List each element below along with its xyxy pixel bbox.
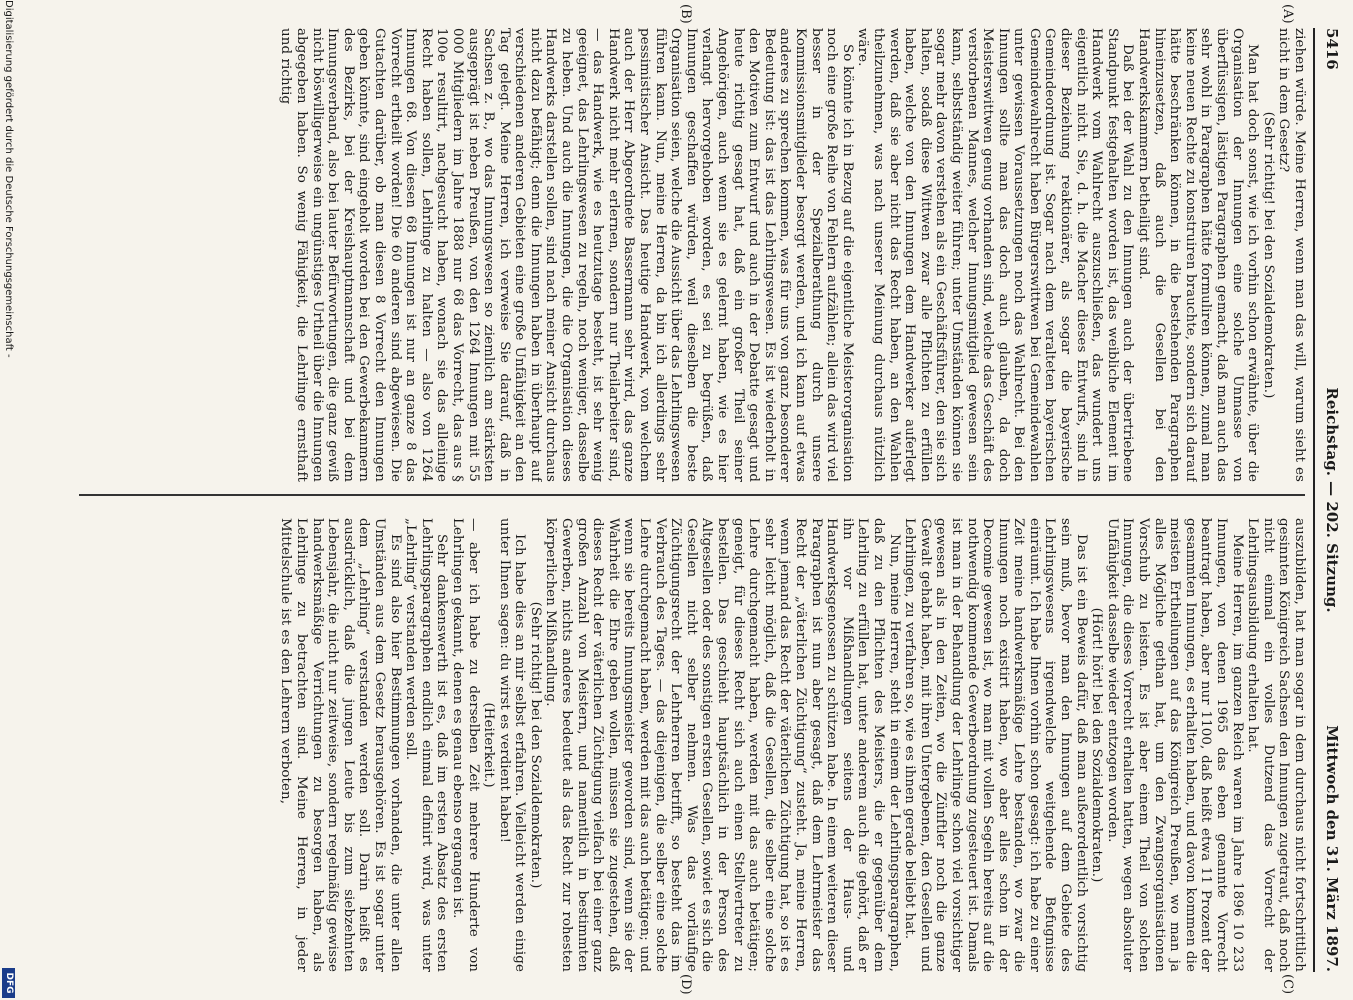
- funding-note: Digitalisierung gefördert durch die Deutsche Forschungsgemeinschaft -: [3, 0, 14, 358]
- paragraph: Meine Herren, im ganzen Reich waren im Jahre 1896 10 233 Innungen, von denen 1965 das eben genannte Vorrecht beantragt haben, aber nur 1100, daß heißt etwa 11 Prozent der gesammten Innungen, es erhalten haben, und davon kommen die meisten Ertheilungen auf das Königreich Preußen, wo man ja alles Mögliche gethan hat, um den Zwangsorganisationen Vorschub zu leisten. Es ist aber einem Theil von solchen Innungen, die dieses Vorrecht erhalten hatten, wegen absoluter Unfähigkeit dasselbe wieder entzogen worden.: [1104, 518, 1245, 972]
- page-header: [1313, 28, 1341, 972]
- interjection: (Hört! hört! bei den Sozialdemokraten.): [1089, 607, 1105, 883]
- paragraph: Sehr dankenswerth ist es, daß im ersten Absatz des ersten Lehrlingsparagraphen endlich einmal definirt wird, was unter „Lehrling“ verstanden werden soll.: [403, 518, 450, 972]
- paragraph: Nun, meine Herren, steht in einem der Lehrlingsparagraphen, daß zu den Pflichten des Meisters, die er gegenüber dem Lehrling zu erfüllen hat, unter anderem auch die gehört, daß er ihn vor Mißhandlungen seitens der Haus- und Handwerksgenossen zu schützen habe. In einem weiteren dieser Paragraphen ist nun aber gesagt, daß dem Lehrmeister das Recht der „väterlichen Züchtigung“ zusteht. Ja, meine Herren, wenn jemand das Recht der väterlichen Züchtigung hat, so ist es sehr leicht möglich, daß die Gesellen, die selber eine solche Lehre durchgemacht haben, werden mit das auch betätigen; geneigt, für dieses Recht sich auch einen Stellvertreter zu bestellen. Das geschieht hauptsächlich in der Person des Altgesellen oder des sonstigen ersten Gesellen, sowiet es sich die Gesellen nicht selber nehmen. Was das vorläufige Züchtigungsrecht der Lehrherren betrifft, so besteht das im Verbrauch des Tages. — das diejenigen, die selber eine solche Lehre durchgemacht haben, werden mit das auch betätigen; und wenn sie bereits Innungsmeister geworden sind, wenn sie der Wahrheit die Ehre geben wollen, müssen sie zugestehen, daß dieses Recht der väterlichen Züchtigung vielfach bei einer ganz großen Anzahl von Meistern, und namentlich in bestimmten Gewerben, nichts anderes bedeutet als das Recht zur rohesten körperlichen Mißhandlung.: [543, 518, 902, 972]
- paragraph: Ich habe dies an mir selbst erfahren. Vielleicht werden einige unter Ihnen sagen: du wirst es verdient haben!: [496, 518, 528, 972]
- interjection: (Heiterkeit.): [481, 702, 497, 788]
- margin-mark-b: (B): [678, 4, 693, 24]
- margin-mark-c: (C): [1280, 974, 1295, 995]
- paragraph: Das ist ein Beweis dafür, daß man außerordentlich vorsichtig sein muß, bevor man den Innungen auf dem Gebiete des Lehrlingswesens irgendwelche weitgehende Befugnisse einräumt. Ich habe Ihnen vorhin schon gesagt: ich habe zu einer Zeit meine handwerksmäßige Lehre bestanden, wo zwar die Innungen noch existirt haben, wo aber alles schon in der Decomie gewesen ist, wo man mit vollen Segeln bereits auf die nothwendig kommende Gewerbeordnung zugesteuert ist. Damals ist man in der Behandlung der Lehrlinge schon viel vorsichtiger gewesen als in den Zeiten, wo die Zünftler noch die ganze Gewalt gehabt haben, mit ihren Untergebenen, den Gesellen und Lehrlingen, zu verfahren so, wie es ihnen gerade beliebt hat.: [902, 518, 1089, 972]
- interjection: (Sehr richtig! bei den Sozialdemokraten.): [527, 601, 543, 889]
- paragraph: Es sind also hier Bestimmungen vorhanden, die unter allen Umständen aus dem Gesetz herausgehören. Es ist sogar unter dem „Lehrling“ verstanden werden soll. Darin heißt es ausdrücklich, daß die jungen Leute bis zum siebzehnten Lebensjahr, die nicht nur zeitweise, sondern regelmäßig gewisse handwerksmäßige Verrichtungen zu besorgen haben, als Lehrlinge zu betrachten sind. Meine Herren, in jeder Mittelschule ist es den Lehrern verboten,: [278, 518, 403, 972]
- paragraph: auszubilden, hat man sogar in dem durchaus nicht fortschrittlich gesinnten Königreich Sachsen den Innungen zugetraut, daß noch nicht einmal ein volles Dutzend das Vorrecht der Lehrlingsausbildung erhalten hat.: [1245, 518, 1307, 972]
- paragraph: Man hat doch sonst, wie ich vorhin schon erwähnte, über die Organisation der Innungen eine solche Unmasse von überflüssigen, lästigen Paragraphen gemacht, daß man auch das sehr wohl in Paragraphen hätte formuliren können, zumal man keine neuen Rechte zu konstruiren brauchte, sondern sich darauf hätte beschränken können, in die bestehenden Paragraphen hineinzusetzen, daß auch die Gesellen bei den Handwerkskammern betheiligt sind.: [1136, 28, 1261, 482]
- left-column: [77, 28, 1307, 482]
- digitization-footer: [0, 0, 15, 1000]
- paragraph: — aber ich habe zu derselben Zeit mehrere Hunderte von Lehrlingen gekannt, denen es genau ebenso ergangen ist.: [449, 518, 481, 972]
- right-column: [77, 518, 1307, 972]
- dfg-logo: DFG: [2, 968, 15, 998]
- session-date: Mittwoch den 31. März 1897.: [1323, 725, 1341, 972]
- interjection: (Sehr richtig! bei den Sozialdemokraten.): [1260, 111, 1276, 399]
- paragraph: So könnte ich in Bezug auf die eigentliche Meisterorganisation noch eine große Reihe von Fehlern aufzählen; allein das wird viel besser in der Spezialberathung durch unsere Kommissionsmitglieder besorgt werden, und ich kann auf etwas anderes zu sprechen kommen, was für uns von ganz besonderer Bedeutung ist: das ist das Lehrlingswesen. Es ist wiederholt in den Motiven zum Entwurf und auch in der Debatte gesagt und heute richtig gesagt hat, daß ein großer Theil seiner Angehörigen, auch wenn sie es gelernt haben, wie es hier verlangt hervorgehoben worden, es sei zu begrüßen, daß Innungen geschaffen würden, weil dieselben die beste Organisation seien, welche die Aussicht über das Lehrlingswesen führen kann. Nun, meine Herren, da bin ich allerdings sehr pessimistischer Ansicht. Das heutige Handwerk, von welchem auch der Herr Abgeordnete Bassermann sehr wird, das ganze Handwerk nicht mehr erlernen, sondern nur Theilarbeiter sind, — das Handwerk, wie es heutzutage besteht, ist sehr wenig geeignet, das Lehrlingswesen zu regeln, noch weniger, dasselbe zu heben. Und auch die Innungen, die die Organisation dieses Handwerks darstellen sollen, sind nach meiner Ansicht durchaus nicht dazu befähigt; denn die Innungen haben in überhaupt auf verschiedenen anderen Gebieten eine große Unfähigkeit an den Tag gelegt. Meine Herren, ich verweise Sie darauf, daß in Sachsen z. B., wo das Innungswesen so ziemlich am stärksten ausgeprägt ist neben Preußen, von den 1264 Innungen mit 55 000 Mitgliedern im Jahre 1888 nur 68 das Vorrecht, das aus § 100e resultirt, nachgesucht haben, wonach sie das alleinige Recht haben sollen, Lehrlinge zu halten — also von 1264 Innungen 68. Von diesen 68 Innungen ist nur an ganze 8 das Vorrecht ertheilt worden! Die 60 anderen sind abgewiesen. Die Gutachten darüber, ob man diesen 8 Vorrecht den Innungen geben könnte, sind eingeholt worden bei den Gewerbekammern des Bezirks, bei der Kreishauptmannschaft und bei dem Innungsverband, also bei lauter Befürwortungen, die ganz gewiß nicht böswilligerweise ein ungünstiges Urtheil über die Innungen abgegeben haben. So wenig Fähigkeit, die Lehrlinge ernsthaft und richtig: [278, 28, 855, 482]
- page-number: 5416: [1323, 28, 1341, 70]
- header-rule: [1313, 28, 1315, 972]
- column-divider: [79, 494, 1305, 496]
- margin-mark-d: (D): [678, 974, 693, 995]
- paragraph: ziehen würde. Meine Herren, wenn man das will, warum sieht es nicht in dem Gesetz?: [1276, 28, 1307, 482]
- running-title: Reichstag. — 202. Sitzung.: [1323, 387, 1341, 613]
- paragraph: Daß bei der Wahl zu den Innungen auch der übertriebene Standpunkt festgehalten worden ist, das weibliche Element im Handwerk vom Wahlrecht auszuschließen, das wundert uns eigentlich nicht. Sie, d. h. die Macher dieses Entwurfs, sind in dieser Beziehung reaktionärer, als sogar die bayerische Gemeindeordnung ist. Sogar nach dem veralteten bayerischen Gemeindewahlrecht haben Bürgerswittwen bei Gemeindewahlen unter gewissen Voraussetzungen noch das Wahlrecht. Bei den Innungen sollte man das doch auch glauben, da doch Meisterswittwen genug vorhanden sind, welche das Geschäft des verstorbenen Mannes, welcher Innungsmitglied gewesen sein kann, selbstständig weiter führen; unter Umständen können sie sogar mehr davon verstehen als ein Geschäftsführer, den sie sich halten, sodaß diese Wittwen zwar alle Pflichten zu erfüllen haben, welche von den Innungen dem Handwerker auferlegt werden, daß sie aber nicht das Recht haben, an den Wahlen theilzunehmen, was nach unserer Meinung durchaus nützlich wäre.: [855, 28, 1136, 482]
- margin-mark-a: (A): [1280, 4, 1295, 24]
